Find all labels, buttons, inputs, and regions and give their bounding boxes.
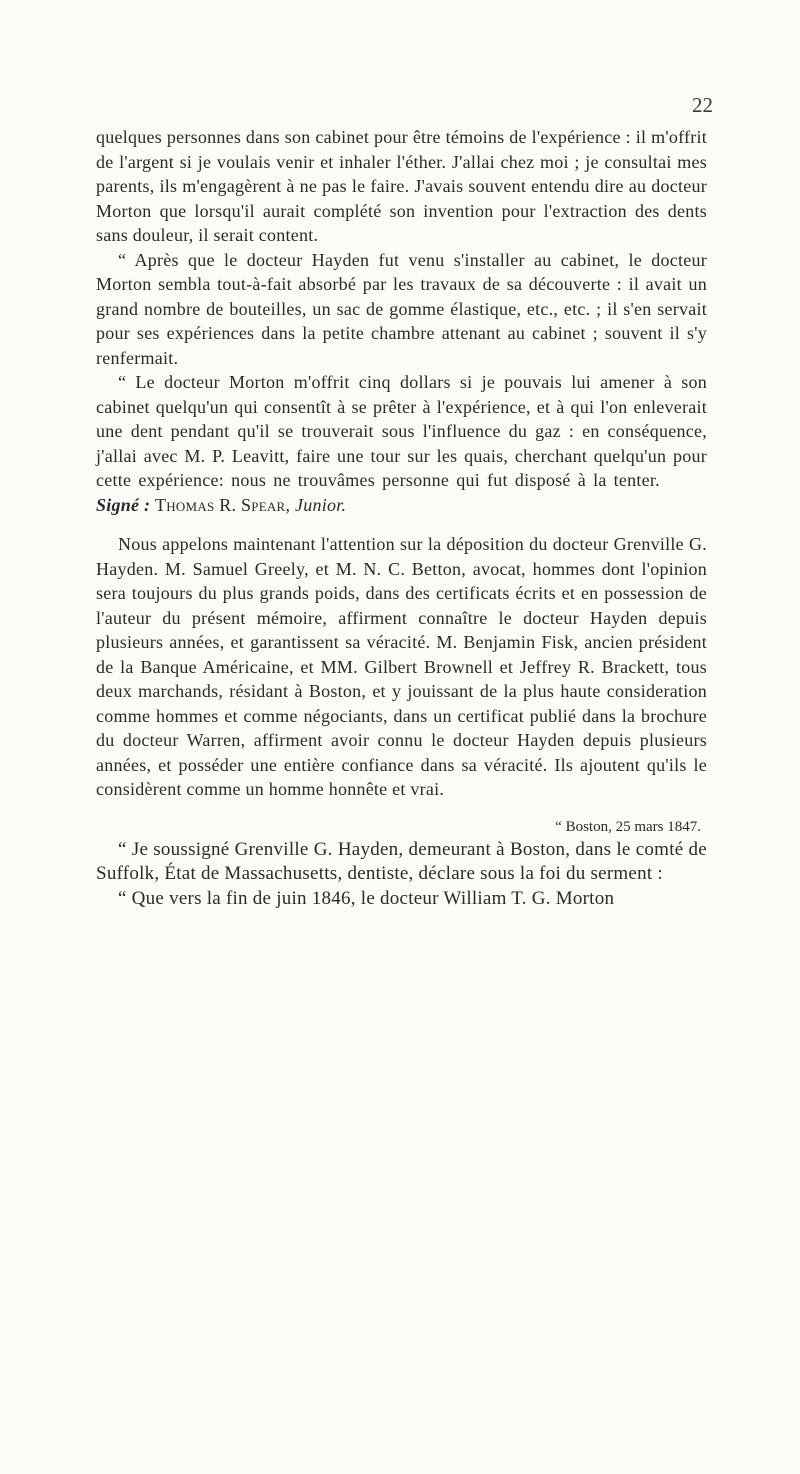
paragraph-june-1846: “ Que vers la fin de juin 1846, le docteur William T. G. Morton xyxy=(118,887,615,909)
paragraph-hayden-oath: “ Je soussigné Grenville G. Hayden, demeurant à Boston, dans le comté de Suffolk, État de Massachusetts, dentiste, déclare sous la foi du serment : xyxy=(96,838,707,884)
date-line: “ Boston, 25 mars 1847. xyxy=(555,818,701,835)
paragraph-hayden-installation: “ Après que le docteur Hayden fut venu s'installer au cabinet, le docteur Morton sembla tout-à-fait absorbé par les travaux de sa découverte : il avait un grand nombre de bouteilles, un sac de gomme élastique, etc., etc. ; il s'en servait pour ses expériences dans la petite chambre attenant au cabinet ; souvent il s'y renfermait. xyxy=(96,249,707,368)
page-number: 22 xyxy=(692,93,713,117)
signature-name: Thomas R. Spear, xyxy=(155,494,291,515)
signature-suffix: Junior. xyxy=(294,494,347,515)
signature-label: Signé : xyxy=(96,494,151,515)
paragraph-continuation: quelques personnes dans son cabinet pour être témoins de l'expérience : il m'offrit de l'argent si je voulais venir et inhaler l'éther. J'allai chez moi ; je consultai mes parents, ils m'engagèrent à ne pas le faire. J'avais souvent entendu dire au docteur Morton que lorsqu'il aurait complété son invention pour l'extraction des dents sans douleur, il serait content. xyxy=(96,127,707,245)
paragraph-five-dollars-text: “ Le docteur Morton m'offrit cinq dollars si je pouvais lui amener à son cabinet quelqu'un qui consentît à se prêter à l'expérience, et à qui l'on enleverait une dent pendant qu'il se trouverait sous l'influence du gaz : en conséquence, j'allai avec M. P. Leavitt, faire une tour sur les quais, cherchant quelqu'un pour cette expérience: nous ne trouvâmes personne qui fut disposé à la tenter. xyxy=(96,372,707,490)
paragraph-five-dollars xyxy=(96,370,707,517)
paragraph-hayden-deposition: Nous appelons maintenant l'attention sur la déposition du docteur Grenville G. Hayden. M. Samuel Greely, et M. N. C. Betton, avocat, hommes dont l'opinion sera toujours du plus grands poids, dans des certificats écrits et en possession de l'auteur du présent mémoire, affirment connaître le docteur Hayden depuis plusieurs années, et garantissent sa véracité. M. Benjamin Fisk, ancien président de la Banque Américaine, et MM. Gilbert Brownell et Jeffrey R. Brackett, tous deux marchands, résidant à Boston, et y jouissant de la plus haute consideration comme hommes et comme négociants, dans un certificat publié dans la brochure du docteur Warren, affirment avoir connu le docteur Hayden depuis plusieurs années, et posséder une entière confiance dans sa véracité. Ils ajoutent qu'ils le considèrent comme un homme honnête et vrai. xyxy=(96,534,707,799)
page-body xyxy=(96,125,707,911)
